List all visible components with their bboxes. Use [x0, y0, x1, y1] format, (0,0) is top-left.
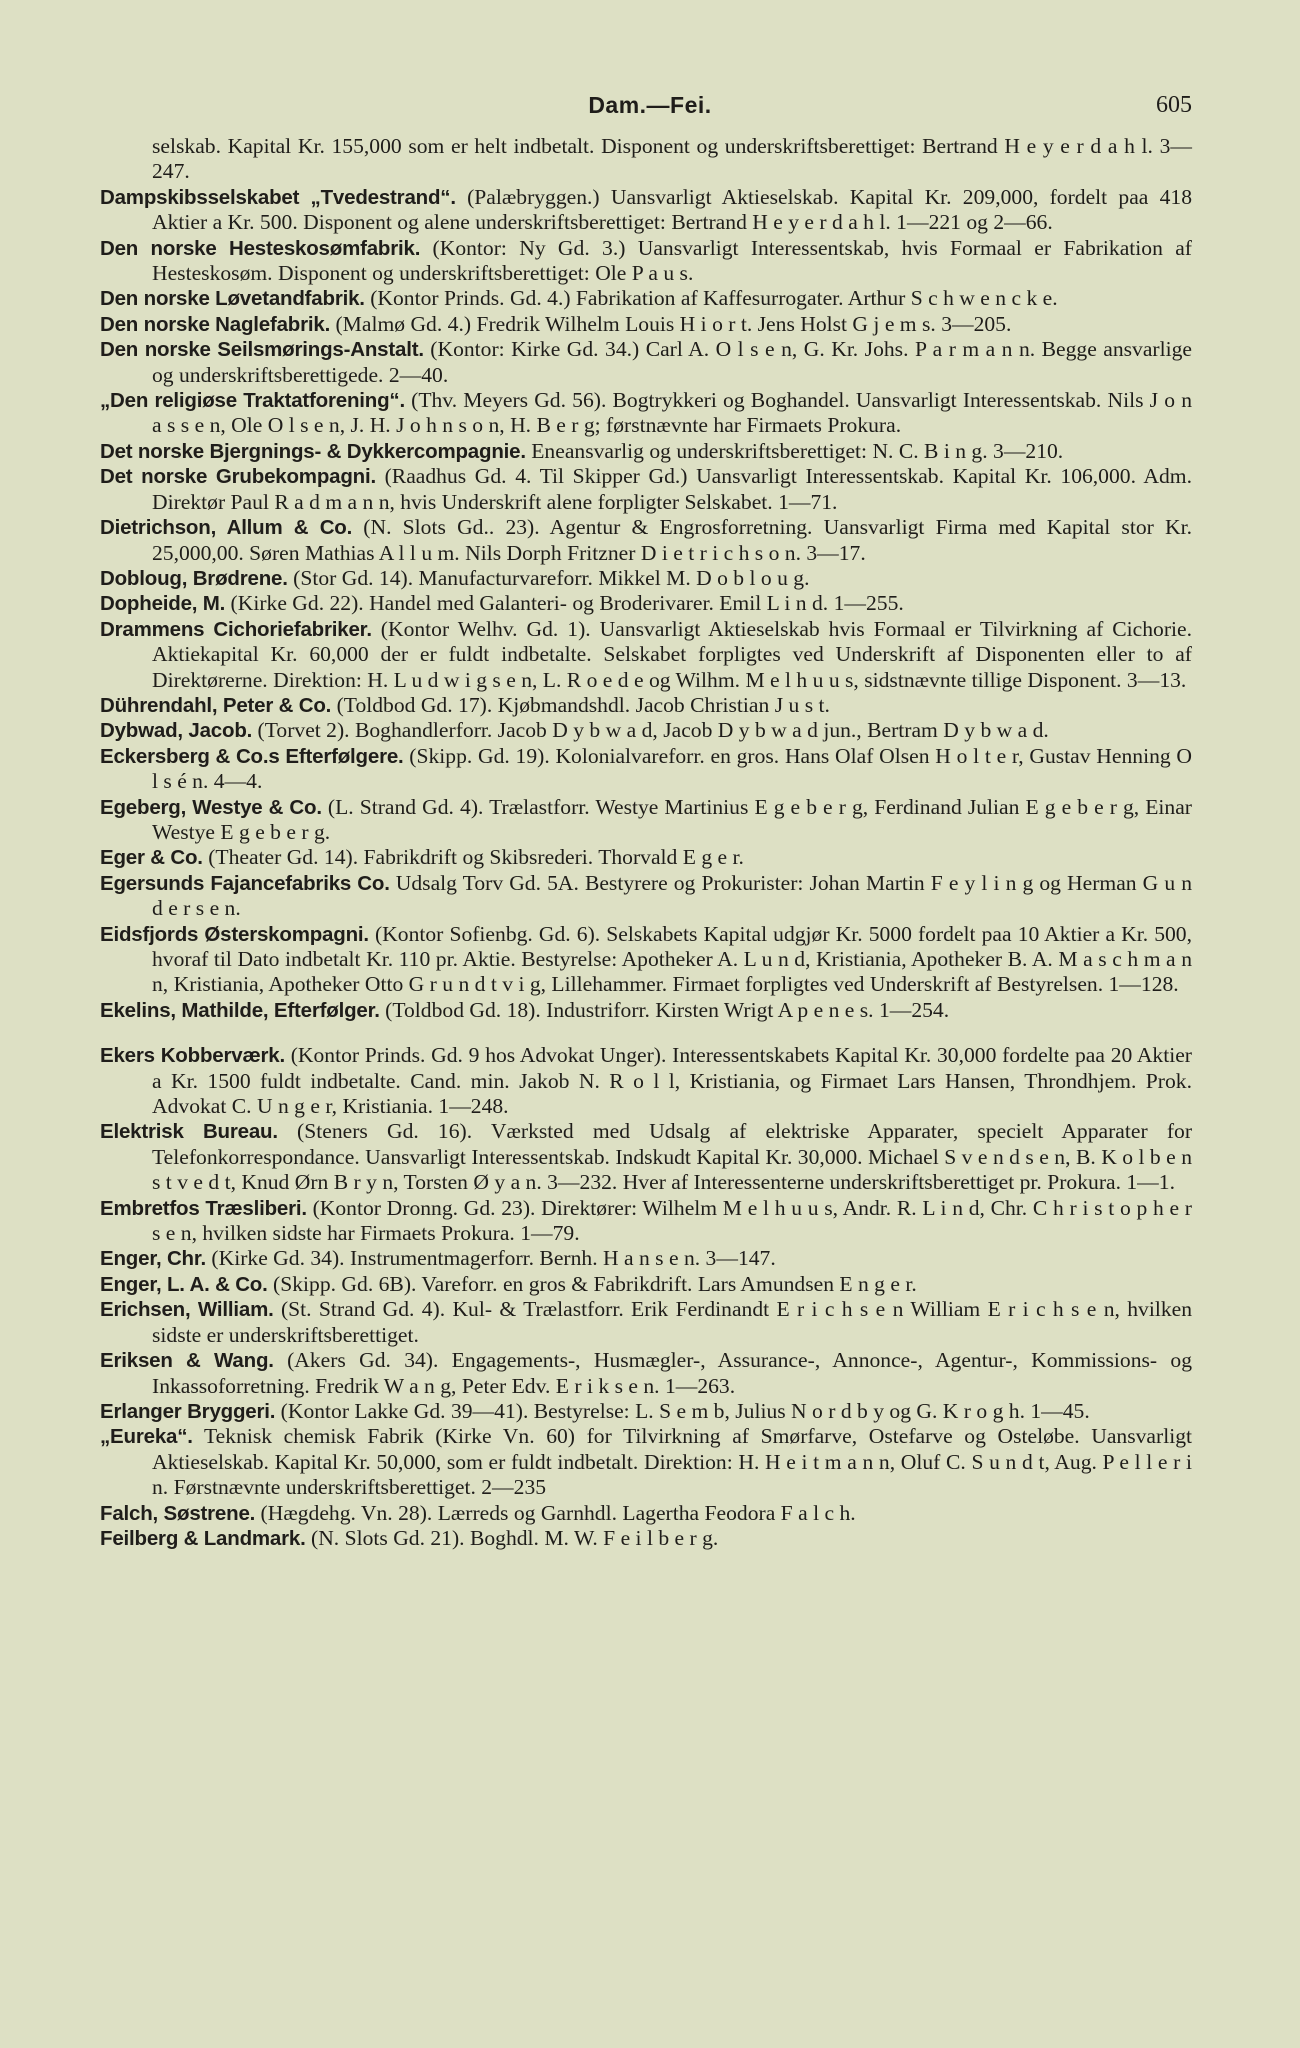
directory-entry	[100, 845, 1192, 870]
entry-text: (Theater Gd. 14). Fabrikdrift og Skibsrederi. Thorvald E g e r.	[202, 845, 744, 870]
entry-name: Dopheide, M.	[100, 592, 226, 616]
entry-name: Egersunds Fajancefabriks Co.	[100, 871, 390, 895]
entry-name: Ekers Kobberværk.	[100, 1044, 285, 1068]
entry-text: (Hægdehg. Vn. 28). Lærreds og Garnhdl. Lagertha Feodora F a l c h.	[255, 1500, 856, 1525]
entry-name: Dietrichson, Allum & Co.	[100, 516, 353, 540]
entry-text: (L. Strand Gd. 4). Trælastforr. Westye Martinius E g e b e r g, Ferdinand Julian E g e b e r g, Einar Westye E g e b e r g.	[152, 794, 1192, 844]
entry-name: Egeberg, Westye & Co.	[100, 795, 322, 819]
directory-entry	[100, 185, 1192, 236]
directory-entry	[100, 617, 1192, 693]
entry-text: (Kontor Lakke Gd. 39—41). Bestyrelse: L. S e m b, Julius N o r d b y og G. K r o g h. 1—45.	[275, 1398, 1090, 1423]
entry-name: Dampskibsselskabet „Tvedestrand“.	[100, 185, 456, 209]
directory-entry	[100, 1272, 1192, 1297]
entry-text: (Skipp. Gd. 19). Kolonialvareforr. en gros. Hans Olaf Olsen H o l t e r, Gustav Henning O l s é n. 4—4.	[152, 743, 1192, 794]
directory-entry	[100, 286, 1192, 311]
directory-entry	[100, 1119, 1192, 1195]
directory-entry	[100, 718, 1192, 743]
directory-entry	[100, 134, 1192, 185]
entry-name: Dobloug, Brødrene.	[100, 566, 288, 590]
entry-text: (Malmø Gd. 4.) Fredrik Wilhelm Louis H i o r t. Jens Holst G j e m s. 3—205.	[330, 311, 1012, 336]
entry-name: „Den religiøse Traktatforening“.	[100, 389, 405, 413]
entry-text: (Kontor Welhv. Gd. 1). Uansvarligt Aktieselskab hvis Formaal er Tilvirkning af Cichorie. Aktiekapital Kr. 60,000 der er fuldt indbetalte. Selskabet forpligtes ved Underskrift af Disponenten eller to af Direktørerne. Direktion: H. L u d w i g s e n, L. R o e d e og Wilhm. M e l h u u s, sidstnævnte tillige Disponent. 3—13.	[152, 616, 1192, 692]
entry-text: (Kontor: Ny Gd. 3.) Uansvarligt Interessentskab, hvis Formaal er Fabrikation af Hesteskosøm. Disponent og underskriftsberettiget: Ole P a u s.	[152, 235, 1192, 286]
entry-text: (N. Slots Gd. 21). Boghdl. M. W. F e i l b e r g.	[305, 1525, 719, 1550]
directory-entry	[100, 1526, 1192, 1551]
entry-name: Eriksen & Wang.	[100, 1349, 274, 1373]
directory-entry	[100, 464, 1192, 515]
entry-name: Dybwad, Jacob.	[100, 719, 253, 743]
directory-entry	[100, 1348, 1192, 1399]
entry-name: Ekelins, Mathilde, Efterfølger.	[100, 998, 380, 1022]
entry-text: Teknisk chemisk Fabrik (Kirke Vn. 60) for Tilvirkning af Smørfarve, Ostefarve og Osteløbe. Uansvarligt Aktieselskab. Kapital Kr. 50,000, som er fuldt indbetalt. Direktion: H. H e i t m a n n, Oluf C. S u n d t, Aug. P e l l e r i n. Førstnævnte underskriftsberettiget. 2—235	[152, 1424, 1192, 1500]
entry-text: (Kirke Gd. 22). Handel med Galanteri- og Broderivarer. Emil L i n d. 1—255.	[225, 591, 904, 616]
entry-text: (Toldbod Gd. 18). Industriforr. Kirsten Wrigt A p e n e s. 1—254.	[379, 997, 950, 1022]
entry-name: Den norske Løvetandfabrik.	[100, 287, 365, 311]
directory-entry	[100, 439, 1192, 464]
entry-text: (Kontor: Kirke Gd. 34.) Carl A. O l s e n, G. Kr. Johs. P a r m a n n. Begge ansvarlige og underskriftsberettigede. 2—40.	[152, 337, 1192, 387]
entry-name: Enger, L. A. & Co.	[100, 1272, 268, 1296]
directory-entry	[100, 1246, 1192, 1271]
entry-text: (Thv. Meyers Gd. 56). Bogtrykkeri og Boghandel. Uansvarligt Interessentskab. Nils J o n a s s e n, Ole O l s e n, J. H. J o h n s o n, H. B e r g; førstnævnte har Firmaets Prokura.	[152, 388, 1192, 438]
entry-name: Eidsfjords Østerskompagni.	[100, 922, 369, 946]
entry-text: Udsalg Torv Gd. 5A. Bestyrere og Prokurister: Johan Martin F e y l i n g og Herman G u n d e r s e n.	[152, 870, 1193, 921]
entry-text: (Kontor Dronng. Gd. 23). Direktører: Wilhelm M e l h u u s, Andr. R. L i n d, Chr. C h r i s t o p h e r s e n, hvilken sidste har Firmaets Prokura. 1—79.	[152, 1195, 1192, 1246]
directory-entry	[100, 744, 1192, 795]
entry-text: (Kontor Prinds. Gd. 9 hos Advokat Unger). Interessentskabets Kapital Kr. 30,000 fordelte paa 20 Aktier a Kr. 1500 fuldt indbetalte. Cand. min. Jakob N. R o l l, Kristiania, og Firmaet Lars Hansen, Throndhjem. Prok. Advokat C. U n g e r, Kristiania. 1—248.	[152, 1043, 1192, 1119]
directory-entry	[100, 1424, 1192, 1500]
page-header	[0, 92, 1300, 132]
directory-entry	[100, 591, 1192, 616]
directory-entry	[100, 1399, 1192, 1424]
entry-name: Erlanger Bryggeri.	[100, 1399, 276, 1423]
entry-text: (Kontor Sofienbg. Gd. 6). Selskabets Kapital udgjør Kr. 5000 fordelt paa 10 Aktier a Kr. 500, hvoraf til Dato indbetalt Kr. 110 pr. Aktie. Bestyrelse: Apotheker A. L u n d, Kristiania, Apotheker B. A. M a s c h m a n n, Kristiania, Apotheker Otto G r u n d t v i g, Lillehammer. Firmaet forpligtes ved Underskrift af Bestyrelsen. 1—128.	[152, 921, 1192, 997]
directory-entry	[100, 337, 1192, 388]
directory-entry	[100, 1043, 1192, 1119]
entry-name: Den norske Naglefabrik.	[100, 312, 331, 336]
entry-name: Falch, Søstrene.	[100, 1501, 256, 1525]
directory-entry	[100, 1196, 1192, 1247]
directory-entry	[100, 795, 1192, 846]
directory-entry	[100, 236, 1192, 287]
directory-entry	[100, 1297, 1192, 1348]
entry-name: Eger & Co.	[100, 846, 203, 870]
entry-text: (Raadhus Gd. 4. Til Skipper Gd.) Uansvarligt Interessentskab. Kapital Kr. 106,000. Adm. Direktør Paul R a d m a n n, hvis Underskrift alene forpligter Selskabet. 1—71.	[152, 464, 1192, 514]
entry-text: (Palæbryggen.) Uansvarligt Aktieselskab. Kapital Kr. 209,000, fordelt paa 418 Aktier a Kr. 500. Disponent og alene underskriftsberettiget: Bertrand H e y e r d a h l. 1—221 og 2—66.	[152, 184, 1192, 235]
directory-entry	[100, 922, 1192, 998]
entry-name: Elektrisk Bureau.	[100, 1120, 278, 1144]
entry-text: selskab. Kapital Kr. 155,000 som er helt indbetalt. Disponent og underskriftsberettiget: Bertrand H e y e r d a h l. 3—247.	[152, 134, 1192, 184]
entry-text: (Kontor Prinds. Gd. 4.) Fabrikation af Kaffesurrogater. Arthur S c h w e n c k e.	[364, 286, 1058, 311]
entry-name: „Eureka“.	[100, 1425, 193, 1449]
directory-entry	[100, 693, 1192, 718]
entry-name: Feilberg & Landmark.	[100, 1526, 306, 1550]
directory-body	[100, 134, 1192, 1551]
directory-entry	[100, 388, 1192, 439]
directory-entry	[100, 1501, 1192, 1526]
entry-name: Eckersberg & Co.s Efterfølgere.	[100, 744, 404, 768]
directory-entry	[100, 566, 1192, 591]
entry-name: Enger, Chr.	[100, 1247, 207, 1271]
entry-text: (Torvet 2). Boghandlerforr. Jacob D y b w a d, Jacob D y b w a d jun., Bertram D y b w a d.	[252, 718, 1049, 743]
entry-name: Embretfos Træsliberi.	[100, 1196, 307, 1220]
directory-entry	[100, 998, 1192, 1023]
entry-text: (Steners Gd. 16). Værksted med Udsalg af elektriske Apparater, specielt Apparater for Telefonkorrespondance. Uansvarligt Interessentskab. Indskudt Kapital Kr. 30,000. Michael S v e n d s e n, B. K o l b e n s t v e d t, Knud Ørn B r y n, Torsten Ø y a n. 3—232. Hver af Interessenterne underskriftsberettiget pr. Prokura. 1—1.	[152, 1119, 1193, 1195]
directory-entry	[100, 871, 1192, 922]
entry-text: (Stor Gd. 14). Manufacturvareforr. Mikkel M. D o b l o u g.	[287, 565, 810, 590]
entry-text: (Kirke Gd. 34). Instrumentmagerforr. Bernh. H a n s e n. 3—147.	[206, 1246, 776, 1271]
directory-entry	[100, 515, 1192, 566]
entry-text: (N. Slots Gd.. 23). Agentur & Engrosforretning. Uansvarligt Firma med Kapital stor Kr. 25,000,00. Søren Mathias A l l u m. Nils Dorph Fritzner D i e t r i c h s o n. 3—17.	[152, 515, 1193, 565]
entry-name: Den norske Hesteskosømfabrik.	[100, 236, 421, 260]
entry-name: Dührendahl, Peter & Co.	[100, 693, 332, 717]
page-number: 605	[1156, 92, 1192, 118]
entry-text: Eneansvarlig og underskriftsberettiget: N. C. B i n g. 3—210.	[525, 438, 1064, 463]
entry-name: Drammens Cichoriefabriker.	[100, 617, 372, 641]
entry-name: Det norske Grubekompagni.	[100, 465, 376, 489]
entry-text: (Skipp. Gd. 6B). Vareforr. en gros & Fabrikdrift. Lars Amundsen E n g e r.	[267, 1271, 917, 1296]
entry-name: Det norske Bjergnings- & Dykkercompagnie.	[100, 439, 526, 463]
directory-entry	[100, 312, 1192, 337]
entry-name: Den norske Seilsmørings-Anstalt.	[100, 338, 424, 362]
entry-text: (Toldbod Gd. 17). Kjøbmandshdl. Jacob Christian J u s t.	[331, 692, 830, 717]
entry-text: (Akers Gd. 34). Engagements-, Husmægler-, Assurance-, Annonce-, Agentur-, Kommissions- og Inkassoforretning. Fredrik W a n g, Peter Edv. E r i k s e n. 1—263.	[152, 1348, 1193, 1398]
running-title: Dam.—Fei.	[588, 92, 712, 118]
entry-text: (St. Strand Gd. 4). Kul- & Trælastforr. Erik Ferdinandt E r i c h s e n William E r i c h s e n, hvilken sidste er underskriftsberettiget.	[152, 1297, 1192, 1347]
entry-name: Erichsen, William.	[100, 1298, 274, 1322]
